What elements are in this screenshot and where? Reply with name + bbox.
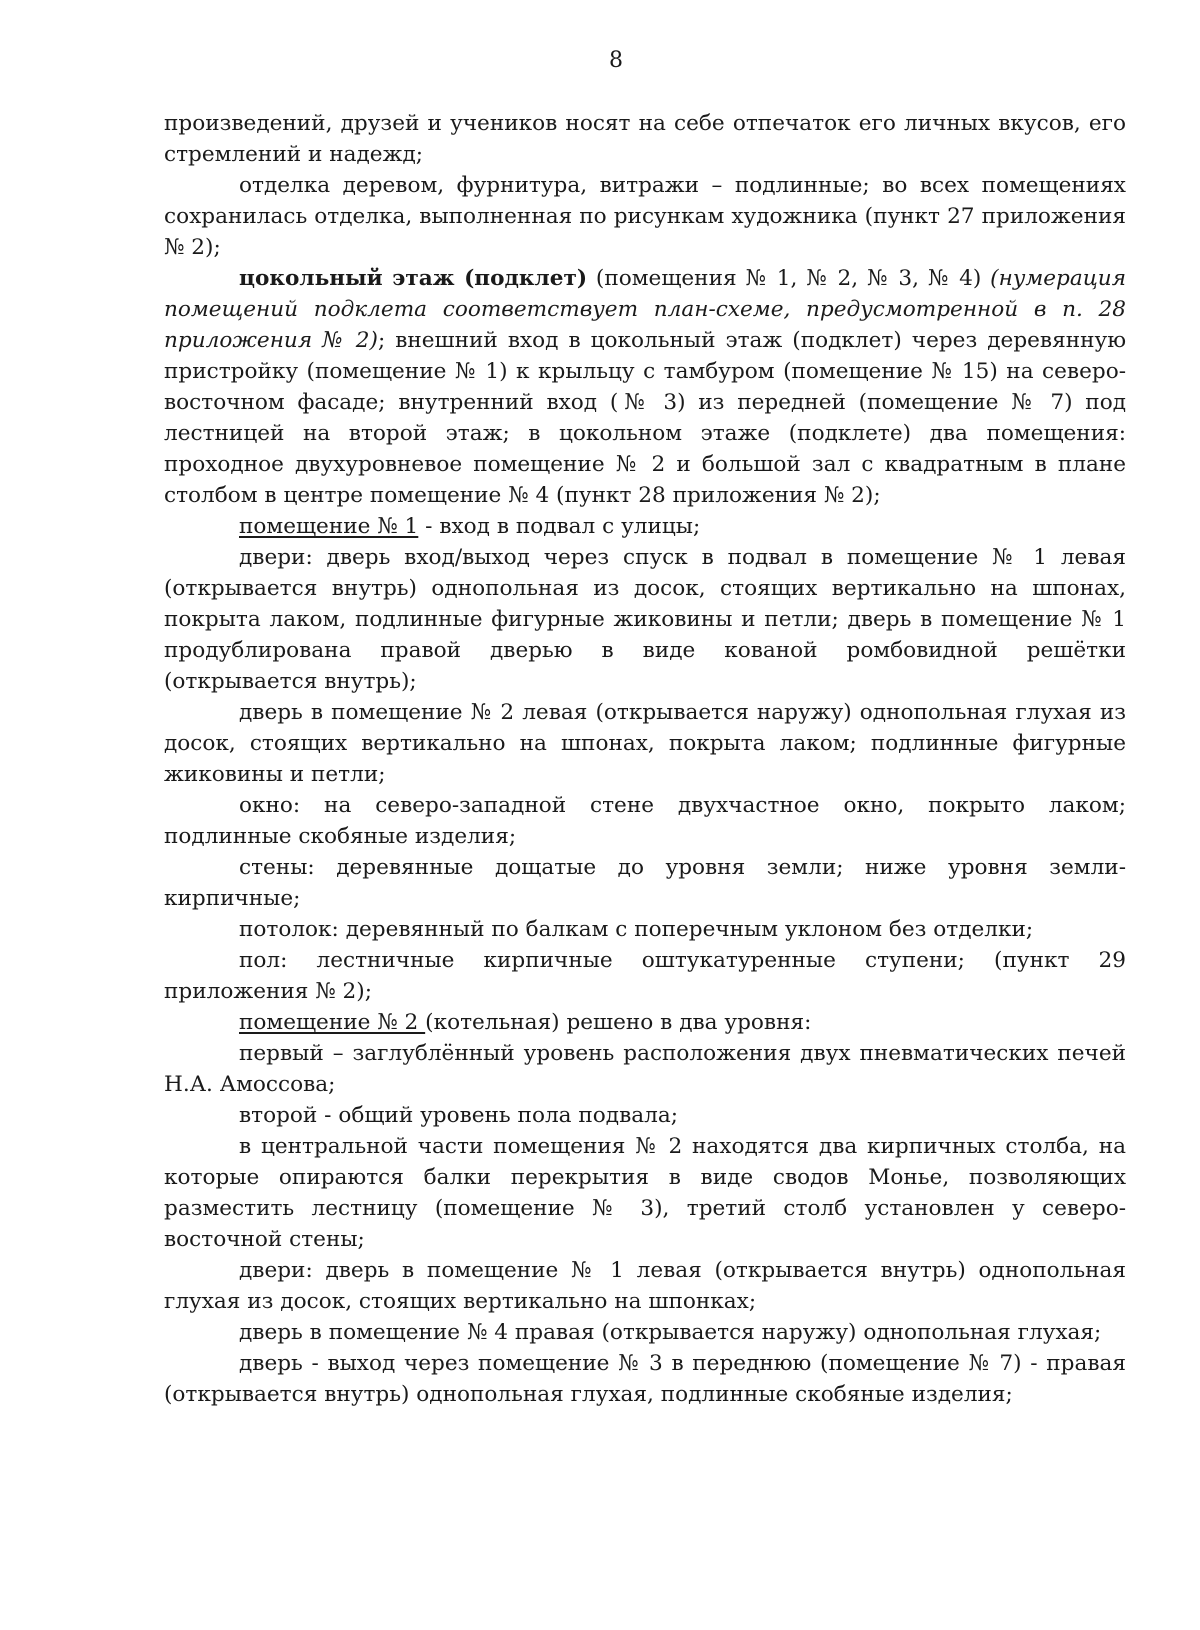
paragraph bbox=[164, 1038, 1126, 1100]
text-run: потолок: деревянный по балкам с поперечным уклоном без отделки; bbox=[239, 917, 1034, 942]
text-run: дверь в помещение № 4 правая (открывается наружу) однопольная глухая; bbox=[239, 1320, 1102, 1345]
text-run: цокольный этаж (подклет) bbox=[239, 266, 588, 291]
text-run: окно: на северо-западной стене двухчастное окно, покрыто лаком; подлинные скобяные изделия; bbox=[164, 793, 1126, 849]
page-number: 8 bbox=[609, 48, 623, 73]
paragraph bbox=[164, 108, 1126, 170]
text-run: дверь в помещение № 2 левая (открывается наружу) однопольная глухая из досок, стоящих вертикально на шпонах, покрыта лаком; подлинные фигурные жиковины и петли; bbox=[164, 700, 1126, 787]
text-run: пол: лестничные кирпичные оштукатуренные ступени; (пункт 29 приложения № 2); bbox=[164, 948, 1126, 1004]
paragraph bbox=[164, 1131, 1126, 1255]
paragraph bbox=[164, 542, 1126, 697]
paragraph bbox=[164, 1100, 1126, 1131]
paragraph bbox=[164, 914, 1126, 945]
document-body bbox=[164, 108, 1126, 1410]
paragraph bbox=[164, 1255, 1126, 1317]
text-run: двери: дверь вход/выход через спуск в подвал в помещение № 1 левая (открывается внутрь) однопольная из досок, стоящих вертикально на шпонах, покрыта лаком, подлинные фигурные жиковины и петли; дверь в помещение № 1 продублирована правой дверью в виде кованой ромбовидной решётки (открывается внутрь); bbox=[164, 545, 1126, 694]
text-run: помещение № 1 bbox=[239, 514, 419, 539]
text-run: произведений, друзей и учеников носят на себе отпечаток его личных вкусов, его стремлений и надежд; bbox=[164, 111, 1126, 167]
text-run: первый – заглублённый уровень расположения двух пневматических печей Н.А. Амоссова; bbox=[164, 1041, 1126, 1097]
text-run: помещение № 2 bbox=[239, 1010, 426, 1035]
paragraph bbox=[164, 1348, 1126, 1410]
paragraph bbox=[164, 790, 1126, 852]
text-run: (помещения № 1, № 2, № 3, № 4) bbox=[587, 266, 991, 291]
paragraph bbox=[164, 1317, 1126, 1348]
text-run: двери: дверь в помещение № 1 левая (открывается внутрь) однопольная глухая из досок, стоящих вертикально на шпонках; bbox=[164, 1258, 1126, 1314]
text-run: отделка деревом, фурнитура, витражи – подлинные; во всех помещениях сохранилась отделка, выполненная по рисункам художника (пункт 27 приложения № 2); bbox=[164, 173, 1126, 260]
paragraph bbox=[164, 852, 1126, 914]
paragraph bbox=[164, 263, 1126, 511]
paragraph bbox=[164, 1007, 1126, 1038]
text-run: - вход в подвал с улицы; bbox=[418, 514, 701, 539]
text-run: ; внешний вход в цокольный этаж (подклет) через деревянную пристройку (помещение № 1) к крыльцу с тамбуром (помещение № 15) на северо-восточном фасаде; внутренний вход (№ 3) из передней (помещение № 7) под лестницей на второй этаж; в цокольном этаже (подклете) два помещения: проходное двухуровневое помещение № 2 и большой зал с квадратным в плане столбом в центре помещение № 4 (пункт 28 приложения № 2); bbox=[164, 328, 1126, 508]
text-run: (нумерация помещений подклета соответствует план-схеме, предусмотренной в п. 28 приложения № 2) bbox=[164, 266, 1126, 353]
text-run: (котельная) решено в два уровня: bbox=[425, 1010, 812, 1035]
text-run: в центральной части помещения № 2 находятся два кирпичных столба, на которые опираются балки перекрытия в виде сводов Монье, позволяющих разместить лестницу (помещение № 3), третий столб установлен у северо-восточной стены; bbox=[164, 1134, 1126, 1252]
paragraph bbox=[164, 697, 1126, 790]
text-run: стены: деревянные дощатые до уровня земли; ниже уровня земли- кирпичные; bbox=[164, 855, 1126, 911]
paragraph bbox=[164, 170, 1126, 263]
text-run: дверь - выход через помещение № 3 в переднюю (помещение № 7) - правая (открывается внутрь) однопольная глухая, подлинные скобяные изделия; bbox=[164, 1351, 1126, 1407]
paragraph bbox=[164, 945, 1126, 1007]
text-run: второй - общий уровень пола подвала; bbox=[239, 1103, 678, 1128]
paragraph bbox=[164, 511, 1126, 542]
